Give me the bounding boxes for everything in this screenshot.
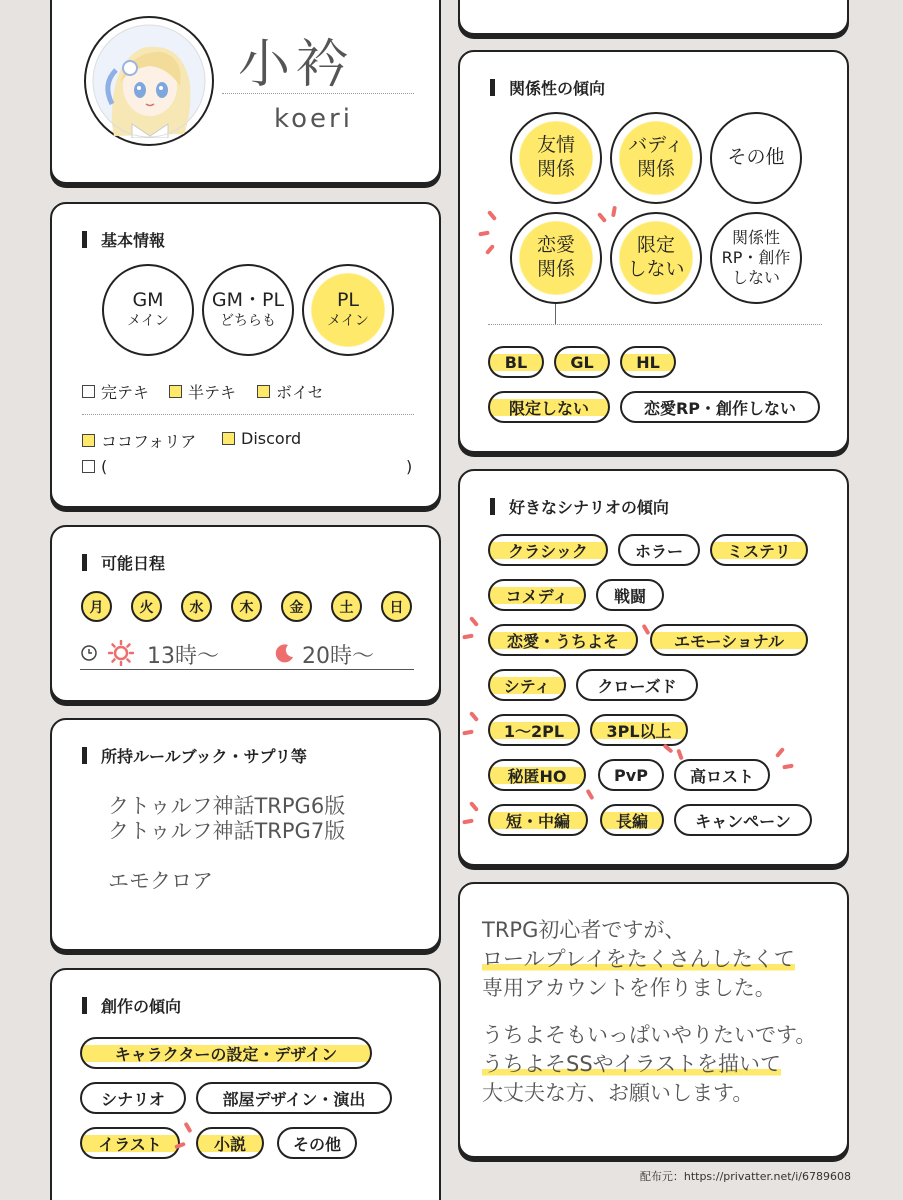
other-open: ( <box>101 457 108 476</box>
circle-line: その他 <box>727 146 785 169</box>
accent-mark <box>469 711 479 722</box>
day-fri: 金 <box>281 591 312 622</box>
accent-mark <box>597 212 607 223</box>
message-line-3: 専用アカウントを作りました。 <box>482 976 776 1000</box>
circle-line: バディ <box>628 134 684 157</box>
relation-no-limit <box>610 212 702 304</box>
schedule-title: 可能日程 <box>82 551 165 574</box>
accent-mark <box>775 747 785 758</box>
tag-pvp: PvP <box>598 759 664 791</box>
checkbox-checked <box>222 432 235 445</box>
check-hantext <box>169 380 236 403</box>
tag-comedy: コメディ <box>488 579 586 611</box>
role-sub: メイン <box>127 313 169 330</box>
tag-high-lost: 高ロスト <box>674 759 770 791</box>
tag-emotional: エモーショナル <box>650 624 808 656</box>
schedule-underline <box>80 669 414 670</box>
rulebook-line-1: クトゥルフ神話TRPG6版 <box>108 794 346 818</box>
check-kantext <box>82 380 149 403</box>
relation-card <box>458 50 849 453</box>
accent-mark <box>469 801 479 812</box>
tag-classic: クラシック <box>488 534 608 566</box>
name-divider <box>222 93 414 94</box>
accent-mark <box>462 730 474 736</box>
schedule-card <box>50 525 441 702</box>
tag-city: シティ <box>488 669 566 701</box>
tag-short-mid: 短・中編 <box>488 804 588 836</box>
check-cocofolia <box>82 429 196 452</box>
check-label: 半テキ <box>188 383 237 402</box>
tag-campaign: キャンペーン <box>674 804 812 836</box>
tag-room-design: 部屋デザイン・演出 <box>196 1082 392 1114</box>
role-label: PL <box>336 289 360 312</box>
circle-line: 関係 <box>536 258 575 280</box>
circle-line: しない <box>627 258 685 280</box>
accent-mark <box>586 789 595 801</box>
relation-no-rp <box>710 212 802 304</box>
role-label: GM・PL <box>211 289 285 312</box>
day-sat: 土 <box>331 591 362 622</box>
accent-mark <box>184 1122 193 1134</box>
check-other <box>82 457 107 476</box>
check-label: ココフォリア <box>101 432 197 451</box>
checkbox <box>82 460 95 473</box>
message-line-2: ロールプレイをたくさんしたくて <box>482 943 795 973</box>
tag-character-design: キャラクターの設定・デザイン <box>80 1037 372 1069</box>
circle-line: 限定 <box>636 234 675 257</box>
checkbox-checked <box>257 385 270 398</box>
circle-line: しない <box>731 268 780 287</box>
tag-hl: HL <box>620 346 676 378</box>
accent-mark <box>487 210 497 221</box>
tag-secret-ho: 秘匿HO <box>488 759 586 791</box>
tag-battle: 戦闘 <box>596 579 664 611</box>
sun-icon <box>108 640 134 666</box>
accent-mark <box>642 624 651 636</box>
clock-icon <box>80 644 98 662</box>
avatar <box>84 16 214 146</box>
profile-card <box>50 0 441 184</box>
creation-title: 創作の傾向 <box>82 994 181 1017</box>
avatar-illustration <box>92 24 206 138</box>
relation-friendship <box>510 112 602 204</box>
tag-1-2pl: 1〜2PL <box>488 714 580 746</box>
rulebook-line-3: エモクロア <box>108 869 213 893</box>
tag-other: その他 <box>277 1127 357 1159</box>
role-gm-pl <box>202 264 294 356</box>
tag-long: 長編 <box>600 804 664 836</box>
accent-mark <box>485 244 495 255</box>
message-line-5: うちよそSSやイラストを描いて <box>482 1048 781 1078</box>
tag-scenario: シナリオ <box>80 1082 186 1114</box>
tag-horror: ホラー <box>618 534 700 566</box>
day-thu: 木 <box>231 591 262 622</box>
tag-closed: クローズド <box>576 669 698 701</box>
circle-line: 関係 <box>536 158 575 180</box>
checkbox-checked <box>169 385 182 398</box>
relation-divider <box>488 324 822 325</box>
accent-mark <box>676 749 684 761</box>
day-tue: 火 <box>131 591 162 622</box>
accent-mark <box>469 616 479 627</box>
role-sub: メイン <box>327 313 369 330</box>
accent-mark <box>478 231 490 237</box>
moon-icon <box>274 642 296 664</box>
circle-line: 友情 <box>536 134 575 157</box>
day-time: 13時〜 <box>147 644 219 669</box>
circle-line: 関係 <box>636 158 675 180</box>
relation-other <box>710 112 802 204</box>
rulebook-card <box>50 718 441 951</box>
role-gm-main <box>102 264 194 356</box>
accent-mark <box>782 764 794 770</box>
role-pl-main <box>302 264 394 356</box>
tag-no-romance-rp: 恋愛RP・創作しない <box>620 391 820 423</box>
tag-no-limit: 限定しない <box>488 391 610 423</box>
basic-info-card <box>50 202 441 508</box>
message-card <box>458 882 849 1158</box>
check-label: Discord <box>241 429 302 448</box>
message-line-1: TRPG初心者ですが、 <box>482 918 686 942</box>
accent-mark <box>462 819 474 825</box>
other-close: ) <box>406 457 413 476</box>
check-label: 完テキ <box>101 383 150 402</box>
message-line-6: 大丈夫な方、お願いします。 <box>482 1081 754 1105</box>
tag-3pl-plus: 3PL以上 <box>590 714 688 746</box>
accent-mark <box>611 206 617 218</box>
profile-name: 小衿 <box>238 35 355 95</box>
right-top-card <box>458 0 849 35</box>
day-wed: 水 <box>181 591 212 622</box>
scenario-card <box>458 469 849 866</box>
check-voice <box>257 380 324 403</box>
relation-buddy <box>610 112 702 204</box>
checkbox-checked <box>82 434 95 447</box>
creation-card <box>50 968 441 1200</box>
relation-romance <box>510 212 602 304</box>
circle-line: 恋愛 <box>536 234 575 257</box>
circle-line: RP・創作 <box>721 248 791 267</box>
role-sub: どちらも <box>220 313 276 330</box>
tag-gl: GL <box>554 346 610 378</box>
tag-romance-uchiyoso: 恋愛・うちよそ <box>488 624 638 656</box>
message-line-4: うちよそもいっぱいやりたいです。 <box>482 1023 817 1047</box>
tag-novel: 小説 <box>196 1127 264 1159</box>
profile-romaji: koeri <box>274 104 353 134</box>
tag-mystery: ミステリ <box>710 534 808 566</box>
rulebook-title: 所持ルールブック・サプリ等 <box>82 744 307 767</box>
relation-title: 関係性の傾向 <box>490 76 605 99</box>
day-sun: 日 <box>381 591 412 622</box>
rulebook-line-2: クトゥルフ神話TRPG7版 <box>108 819 346 843</box>
checkbox <box>82 385 95 398</box>
scenario-title: 好きなシナリオの傾向 <box>490 495 669 518</box>
tag-bl: BL <box>488 346 544 378</box>
basic-info-title: 基本情報 <box>82 228 165 251</box>
day-mon: 月 <box>81 591 112 622</box>
role-label: GM <box>132 289 164 312</box>
tag-illust: イラスト <box>80 1127 180 1159</box>
check-discord <box>222 429 301 448</box>
connector-line <box>555 304 556 324</box>
accent-mark <box>462 634 474 640</box>
check-label: ボイセ <box>276 383 324 402</box>
basic-divider <box>82 414 414 415</box>
credit-text: 配布元：https://privatter.net/i/6789608 <box>639 1170 851 1183</box>
night-time: 20時〜 <box>302 644 374 669</box>
circle-line: 関係性 <box>731 228 780 247</box>
